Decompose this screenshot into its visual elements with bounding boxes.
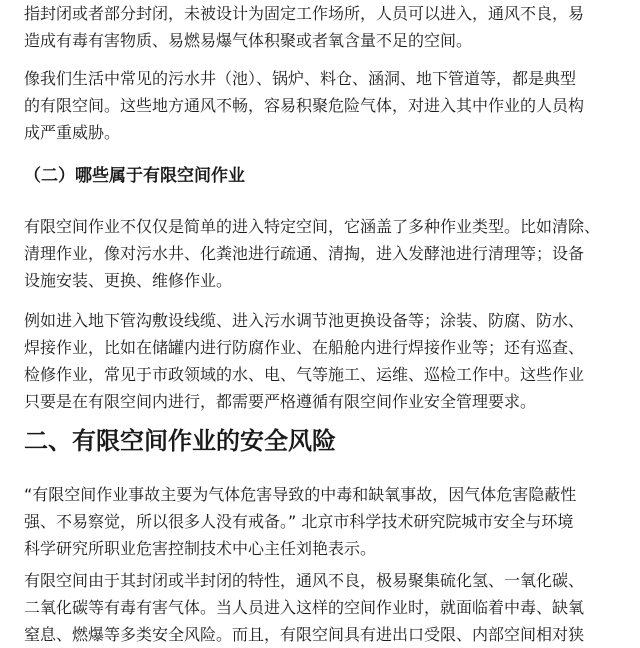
text-line: 有限空间作业不仅仅是简单的进入特定空间，它涵盖了多种作业类型。比如清除、 xyxy=(24,217,601,236)
text-line: 焊接作业，比如在储罐内进行防腐作业、在船舱内进行焊接作业等；还有巡查、 xyxy=(24,338,585,357)
text-line: 强、不易察觉，所以很多人没有戒备。” 北京市科学技术研究院城市安全与环境 xyxy=(24,512,574,531)
text-line: 的有限空间。这些地方通风不畅，容易积聚危险气体，对进入其中作业的人员构 xyxy=(24,96,585,115)
text-line: 设施安装、更换、维修作业。 xyxy=(24,271,233,290)
paragraph-work-types xyxy=(24,213,620,294)
paragraph-expert-quote xyxy=(24,481,620,562)
text-line: 有限空间由于其封闭或半封闭的特性，通风不良，极易聚集硫化氢、一氧化碳、 xyxy=(24,571,585,590)
text-line: 例如进入地下管沟敷设线缆、进入污水调节池更换设备等；涂装、防腐、防水、 xyxy=(24,311,585,330)
text-line: 科学研究所职业危害控制技术中心主任刘艳表示。 xyxy=(24,539,377,558)
text-line: 指封闭或者部分封闭，未被设计为固定工作场所，人员可以进入，通风不良，易 xyxy=(24,4,585,23)
text-line: 像我们生活中常见的污水井（池）、锅炉、料仓、涵洞、地下管道等，都是典型 xyxy=(24,69,577,88)
text-line: 成严重威胁。 xyxy=(24,123,121,142)
paragraph-hazards xyxy=(24,567,620,648)
text-line: 检修作业，常见于市政领域的水、电、气等施工、运维、巡检工作中。这些作业 xyxy=(24,365,585,384)
subheading-work-types: （二）哪些属于有限空间作业 xyxy=(24,166,245,186)
paragraph-examples xyxy=(24,65,620,146)
text-line: “有限空间作业事故主要为气体危害导致的中毒和缺氧事故，因气体危害隐蔽性 xyxy=(24,485,577,504)
text-line: 清理作业，像对污水井、化粪池进行疏通、清掏，进入发酵池进行清理等；设备 xyxy=(24,244,585,263)
text-line: 窒息、燃爆等多类安全风险。而且，有限空间具有进出口受限、内部空间相对狭 xyxy=(24,625,585,644)
text-line: 造成有毒有害物质、易燃易爆气体积聚或者氧含量不足的空间。 xyxy=(24,31,473,50)
heading-safety-risks: 二、有限空间作业的安全风险 xyxy=(24,427,336,455)
paragraph-definition xyxy=(24,0,620,54)
text-line: 二氧化碳等有毒有害气体。当人员进入这样的空间作业时，就面临着中毒、缺氧 xyxy=(24,598,585,617)
paragraph-work-examples xyxy=(24,307,620,415)
text-line: 只要是在有限空间内进行，都需要严格遵循有限空间作业安全管理要求。 xyxy=(24,392,537,411)
